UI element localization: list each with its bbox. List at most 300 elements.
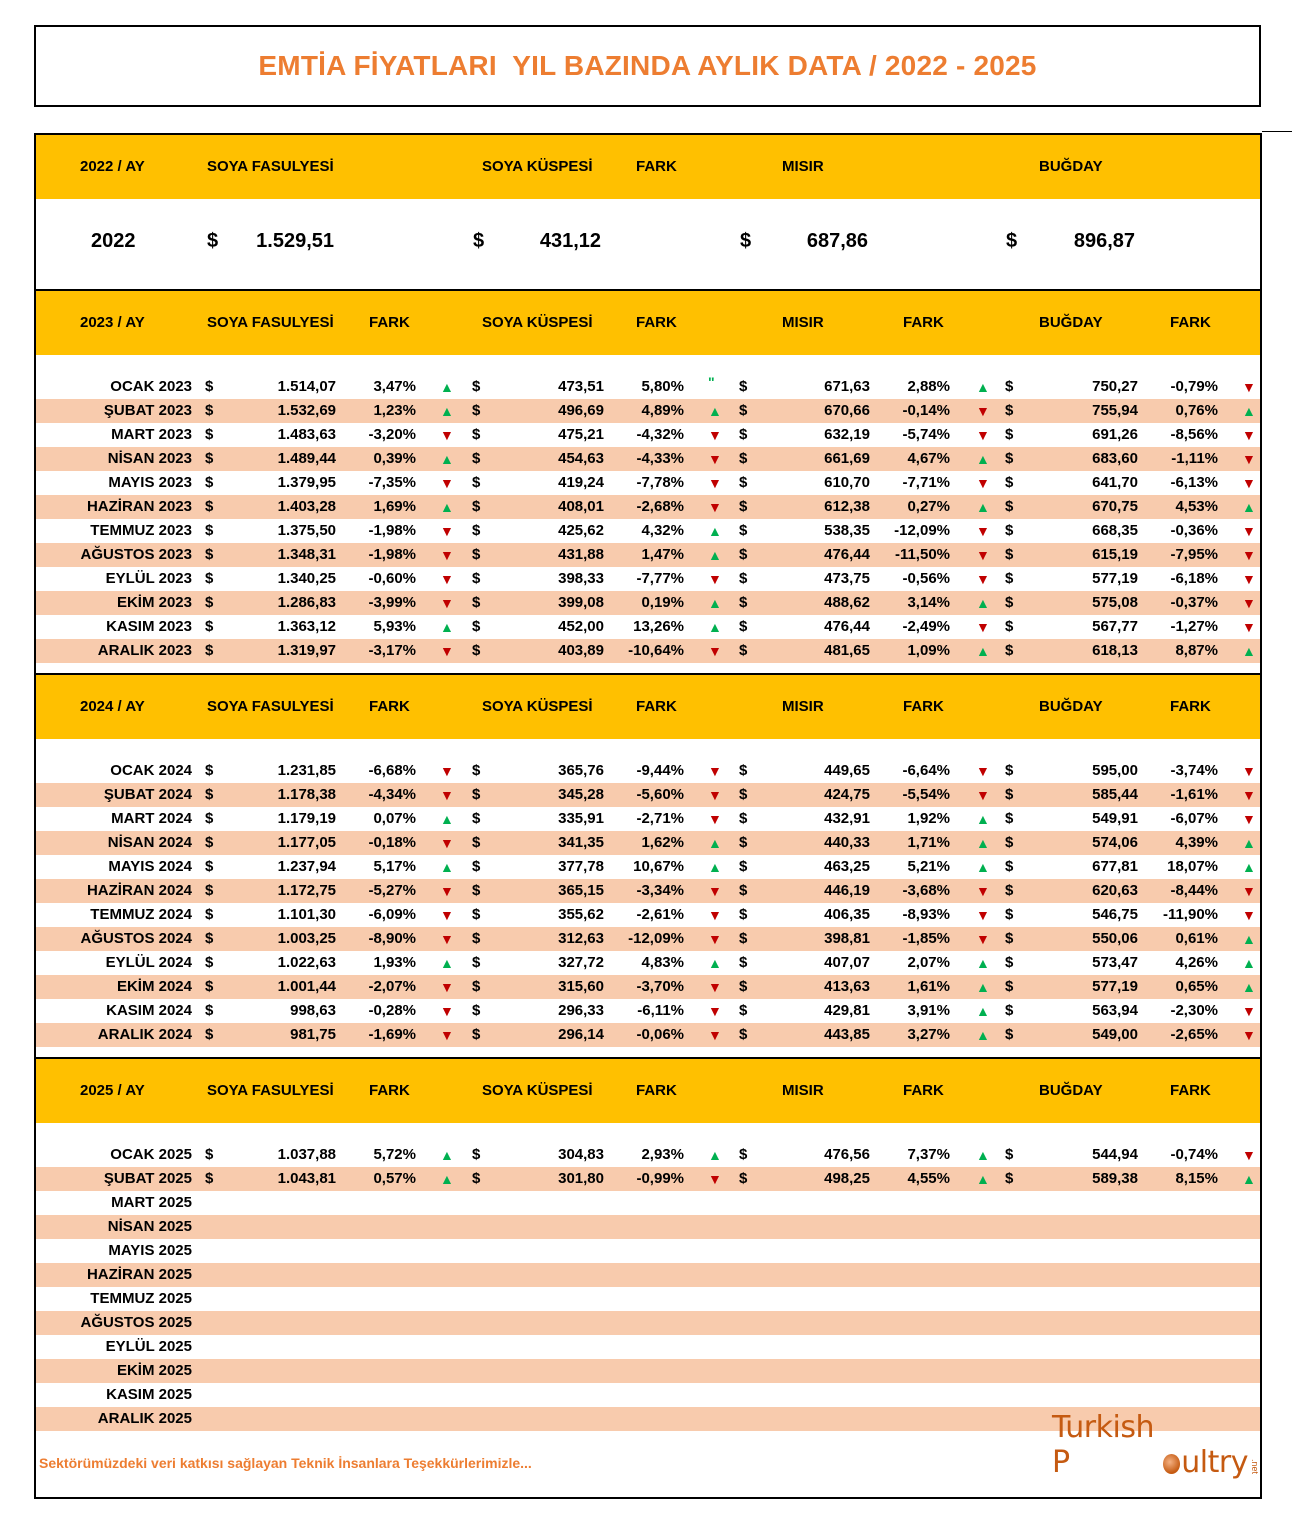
misir-change: 3,27% xyxy=(907,1026,950,1043)
arrow-up-icon: ▲ xyxy=(708,595,722,611)
arrow-up-icon: ▲ xyxy=(1242,499,1256,515)
arrow-down-icon: ▼ xyxy=(1242,1003,1256,1019)
bugday-change: 4,26% xyxy=(1175,954,1218,971)
arrow-up-icon: ▲ xyxy=(1242,859,1256,875)
col-kuspe: SOYA KÜSPESİ xyxy=(482,1082,593,1099)
soya-price: 1.340,25 xyxy=(277,570,336,587)
currency: $ xyxy=(739,906,748,923)
col-misir: MISIR xyxy=(782,698,824,715)
misir-price: 424,75 xyxy=(824,786,870,803)
arrow-down-icon: ▼ xyxy=(440,595,454,611)
col-bugday: BUĞDAY xyxy=(1039,1082,1103,1099)
arrow-up-icon: ▲ xyxy=(440,379,454,395)
bugday-price: 574,06 xyxy=(1092,834,1138,851)
misir-price: 440,33 xyxy=(824,834,870,851)
arrow-down-icon: ▼ xyxy=(440,571,454,587)
month-label: MAYIS 2024 xyxy=(108,858,192,875)
currency: $ xyxy=(205,1146,214,1163)
bugday-change: -11,90% xyxy=(1162,906,1218,923)
currency: $ xyxy=(205,954,214,971)
title-box xyxy=(34,25,1261,107)
currency: $ xyxy=(1005,810,1014,827)
soya-price: 1.177,05 xyxy=(277,834,336,851)
arrow-down-icon: ▼ xyxy=(1242,547,1256,563)
bugday-change: -7,95% xyxy=(1170,546,1218,563)
arrow-down-icon: ▼ xyxy=(440,475,454,491)
currency: $ xyxy=(205,1002,214,1019)
arrow-up-icon: ▲ xyxy=(1242,643,1256,659)
soya-price: 1.379,95 xyxy=(277,474,336,491)
kuspe-change: -0,99% xyxy=(636,1170,684,1187)
egg-icon xyxy=(1163,1454,1180,1474)
currency: $ xyxy=(205,426,214,443)
misir-change: -1,85% xyxy=(902,930,950,947)
month-label: NİSAN 2025 xyxy=(107,1218,192,1235)
currency: $ xyxy=(472,426,481,443)
arrow-down-icon: ▼ xyxy=(976,883,990,899)
arrow-up-icon: ▲ xyxy=(976,811,990,827)
arrow-up-icon: ▲ xyxy=(440,619,454,635)
month-label: OCAK 2024 xyxy=(110,762,192,779)
soya-price: 1.172,75 xyxy=(277,882,336,899)
arrow-up-icon: ▲ xyxy=(976,499,990,515)
currency: $ xyxy=(1005,594,1014,611)
kuspe-price: 296,33 xyxy=(558,1002,604,1019)
kuspe-price: 408,01 xyxy=(558,498,604,515)
arrow-down-icon: ▼ xyxy=(1242,1027,1256,1043)
kuspe-change: -2,71% xyxy=(636,810,684,827)
col-soya: SOYA FASULYESİ xyxy=(207,158,334,175)
misir-change: 2,07% xyxy=(907,954,950,971)
arrow-up-icon: ▲ xyxy=(440,1147,454,1163)
table-row xyxy=(36,447,1260,471)
kuspe-price: 399,08 xyxy=(558,594,604,611)
month-label: HAZİRAN 2023 xyxy=(86,498,192,515)
currency: $ xyxy=(472,522,481,539)
month-label: OCAK 2025 xyxy=(110,1146,192,1163)
misir-change: 3,91% xyxy=(907,1002,950,1019)
misir-price: 670,66 xyxy=(824,402,870,419)
arrow-up-icon: ▲ xyxy=(708,859,722,875)
currency: $ xyxy=(1005,834,1014,851)
kuspe-change: 13,26% xyxy=(633,618,684,635)
col-fark: FARK xyxy=(1170,314,1211,331)
arrow-down-icon: ▼ xyxy=(1242,379,1256,395)
arrow-up-icon: ▲ xyxy=(708,523,722,539)
currency: $ xyxy=(205,594,214,611)
bugday-price: 577,19 xyxy=(1092,570,1138,587)
currency: $ xyxy=(739,570,748,587)
kuspe-change: -3,34% xyxy=(636,882,684,899)
soya-price: 1.178,38 xyxy=(277,786,336,803)
soya-price: 1.483,63 xyxy=(277,426,336,443)
bugday-change: -6,18% xyxy=(1170,570,1218,587)
currency: $ xyxy=(472,642,481,659)
bugday-change: -3,74% xyxy=(1170,762,1218,779)
arrow-up-icon: ▲ xyxy=(976,955,990,971)
year-header: 2025 / AY xyxy=(80,1082,145,1099)
kuspe-price: 304,83 xyxy=(558,1146,604,1163)
bugday-change: -0,36% xyxy=(1170,522,1218,539)
currency: $ xyxy=(739,1026,748,1043)
table-row xyxy=(36,1335,1260,1359)
bugday-change: -1,61% xyxy=(1170,786,1218,803)
currency: $ xyxy=(739,642,748,659)
misir-change: 0,27% xyxy=(907,498,950,515)
kuspe-price: 312,63 xyxy=(558,930,604,947)
arrow-up-icon: ▲ xyxy=(1242,979,1256,995)
arrow-up-icon: ▲ xyxy=(708,835,722,851)
arrow-up-icon: ▲ xyxy=(976,643,990,659)
kuspe-price: 473,51 xyxy=(558,378,604,395)
arrow-down-icon: ▼ xyxy=(976,523,990,539)
commodity-table xyxy=(34,133,1262,1499)
arrow-down-icon: ▼ xyxy=(708,979,722,995)
arrow-down-icon: ▼ xyxy=(1242,523,1256,539)
kuspe-change: 4,89% xyxy=(641,402,684,419)
kuspe-price: 327,72 xyxy=(558,954,604,971)
arrow-down-icon: ▼ xyxy=(976,427,990,443)
arrow-up-icon: ▲ xyxy=(708,619,722,635)
arrow-up-icon: ▲ xyxy=(976,1171,990,1187)
soya-change: 1,23% xyxy=(373,402,416,419)
currency: $ xyxy=(205,642,214,659)
arrow-up-icon: ▲ xyxy=(976,835,990,851)
bugday-change: -1,11% xyxy=(1171,450,1218,467)
currency: $ xyxy=(739,930,748,947)
soya-price: 1.514,07 xyxy=(277,378,336,395)
arrow-up-icon: ▲ xyxy=(440,403,454,419)
bugday-price: 550,06 xyxy=(1092,930,1138,947)
month-label: NİSAN 2024 xyxy=(107,834,192,851)
header-2022 xyxy=(36,135,1260,199)
misir-change: 1,71% xyxy=(907,834,950,851)
soya-change: 0,57% xyxy=(373,1170,416,1187)
arrow-down-icon: ▼ xyxy=(440,979,454,995)
table-row xyxy=(36,1263,1260,1287)
arrow-up-icon: ▲ xyxy=(976,979,990,995)
soya-change: -6,09% xyxy=(368,906,416,923)
arrow-up-icon: ▲ xyxy=(976,859,990,875)
currency: $ xyxy=(472,1026,481,1043)
table-row xyxy=(36,927,1260,951)
table-row xyxy=(36,591,1260,615)
arrow-up-icon: ▲ xyxy=(440,451,454,467)
currency: $ xyxy=(1005,498,1014,515)
currency: $ xyxy=(472,618,481,635)
arrow-down-icon: ▼ xyxy=(440,907,454,923)
table-row xyxy=(36,1167,1260,1191)
soya-price: 1.001,44 xyxy=(277,978,336,995)
bugday-price: 544,94 xyxy=(1092,1146,1138,1163)
arrow-down-icon: ▼ xyxy=(1242,451,1256,467)
col-fark: FARK xyxy=(636,698,677,715)
kuspe-change: -2,68% xyxy=(636,498,684,515)
month-label: KASIM 2025 xyxy=(106,1386,192,1403)
arrow-up-icon: ▲ xyxy=(440,955,454,971)
bugday-change: -6,07% xyxy=(1170,810,1218,827)
turkish-poultry-logo: Turkish P ultry .net xyxy=(1052,1410,1260,1480)
currency: $ xyxy=(1005,1146,1014,1163)
currency: $ xyxy=(1005,570,1014,587)
arrow-up-icon: ▲ xyxy=(440,859,454,875)
kuspe-price: 296,14 xyxy=(558,1026,604,1043)
month-label: ARALIK 2024 xyxy=(97,1026,192,1043)
currency: $ xyxy=(739,762,748,779)
table-row xyxy=(36,1023,1260,1047)
currency: $ xyxy=(739,594,748,611)
misir-price: 671,63 xyxy=(824,378,870,395)
currency: $ xyxy=(472,570,481,587)
table-row xyxy=(36,759,1260,783)
misir-change: -5,54% xyxy=(902,786,950,803)
currency: $ xyxy=(472,954,481,971)
currency: $ xyxy=(205,402,214,419)
arrow-up-icon: ▲ xyxy=(1242,835,1256,851)
header-y2023 xyxy=(36,291,1260,355)
col-misir: MISIR xyxy=(782,314,824,331)
table-row xyxy=(36,615,1260,639)
kuspe-change: 0,19% xyxy=(641,594,684,611)
currency: $ xyxy=(1005,522,1014,539)
currency: $ xyxy=(1006,230,1018,252)
arrow-up-icon: ▲ xyxy=(708,955,722,971)
arrow-up-icon: ▲ xyxy=(440,499,454,515)
arrow-down-icon: ▼ xyxy=(708,499,722,515)
table-row xyxy=(36,1239,1260,1263)
currency: $ xyxy=(205,858,214,875)
kuspe-change: 1,47% xyxy=(641,546,684,563)
currency: $ xyxy=(472,498,481,515)
bugday-price: 618,13 xyxy=(1092,642,1138,659)
currency: $ xyxy=(739,834,748,851)
bugday-price: 563,94 xyxy=(1092,1002,1138,1019)
misir-price: 610,70 xyxy=(824,474,870,491)
table-row xyxy=(36,375,1260,399)
currency: $ xyxy=(205,930,214,947)
misir-change: -6,64% xyxy=(902,762,950,779)
bugday-change: -1,27% xyxy=(1170,618,1218,635)
soya-change: 1,93% xyxy=(373,954,416,971)
currency: $ xyxy=(472,786,481,803)
arrow-down-icon: ▼ xyxy=(1242,475,1256,491)
kuspe-change: -3,70% xyxy=(636,978,684,995)
arrow-up-icon: ▲ xyxy=(440,1171,454,1187)
table-row xyxy=(36,1191,1260,1215)
currency: $ xyxy=(205,1026,214,1043)
bugday-price: 595,00 xyxy=(1092,762,1138,779)
soya-change: 5,93% xyxy=(373,618,416,635)
month-label: TEMMUZ 2024 xyxy=(90,906,192,923)
currency: $ xyxy=(1005,378,1014,395)
currency: $ xyxy=(472,594,481,611)
bugday-change: -2,30% xyxy=(1170,1002,1218,1019)
misir-price: 488,62 xyxy=(824,594,870,611)
col-kuspe: SOYA KÜSPESİ xyxy=(482,698,593,715)
soya-price: 1.022,63 xyxy=(277,954,336,971)
col-misir: MISIR xyxy=(782,158,824,175)
soya-change: 3,47% xyxy=(373,378,416,395)
month-label: AĞUSTOS 2025 xyxy=(80,1314,192,1331)
kuspe-price: 355,62 xyxy=(558,906,604,923)
arrow-up-icon: ▲ xyxy=(708,1147,722,1163)
month-label: MART 2023 xyxy=(111,426,192,443)
arrow-down-icon: ▼ xyxy=(1242,811,1256,827)
soya-price: 1.037,88 xyxy=(277,1146,336,1163)
month-label: TEMMUZ 2023 xyxy=(90,522,192,539)
kuspe-price: 301,80 xyxy=(558,1170,604,1187)
bugday-price: 620,63 xyxy=(1092,882,1138,899)
soya-price: 1.237,94 xyxy=(277,858,336,875)
bugday-price: 683,60 xyxy=(1092,450,1138,467)
arrow-down-icon: ▼ xyxy=(976,787,990,803)
currency: $ xyxy=(1005,546,1014,563)
currency: $ xyxy=(1005,930,1014,947)
kuspe-price: 475,21 xyxy=(558,426,604,443)
bugday-change: 4,53% xyxy=(1175,498,1218,515)
month-label: KASIM 2024 xyxy=(106,1002,192,1019)
currency: $ xyxy=(1005,906,1014,923)
arrow-down-icon: ▼ xyxy=(976,931,990,947)
arrow-down-icon: ▼ xyxy=(1242,427,1256,443)
bugday-change: 0,65% xyxy=(1175,978,1218,995)
table-row xyxy=(36,807,1260,831)
month-label: ARALIK 2023 xyxy=(97,642,192,659)
currency: $ xyxy=(739,978,748,995)
currency: $ xyxy=(205,522,214,539)
currency: $ xyxy=(1005,858,1014,875)
bugday-change: 8,15% xyxy=(1175,1170,1218,1187)
soya-change: -6,68% xyxy=(368,762,416,779)
currency: $ xyxy=(739,1146,748,1163)
month-label: MART 2025 xyxy=(111,1194,192,1211)
currency: $ xyxy=(205,978,214,995)
month-label: ŞUBAT 2023 xyxy=(103,402,192,419)
arrow-down-icon: ▼ xyxy=(708,763,722,779)
month-label: ŞUBAT 2024 xyxy=(103,786,192,803)
currency: $ xyxy=(739,426,748,443)
arrow-down-icon: ▼ xyxy=(708,1003,722,1019)
bugday-price: 567,77 xyxy=(1092,618,1138,635)
kuspe-price: 365,15 xyxy=(558,882,604,899)
col-fark: FARK xyxy=(369,1082,410,1099)
month-label: MAYIS 2023 xyxy=(108,474,192,491)
bugday-change: -0,37% xyxy=(1170,594,1218,611)
misir-change: -12,09% xyxy=(894,522,950,539)
kuspe-price: 365,76 xyxy=(558,762,604,779)
arrow-down-icon: ▼ xyxy=(708,643,722,659)
table-row xyxy=(36,567,1260,591)
col-kuspe: SOYA KÜSPESİ xyxy=(482,314,593,331)
arrow-down-icon: ▼ xyxy=(976,475,990,491)
table-row xyxy=(36,1143,1260,1167)
currency: $ xyxy=(205,498,214,515)
arrow-down-icon: ▼ xyxy=(440,931,454,947)
month-label: MART 2024 xyxy=(111,810,192,827)
currency: $ xyxy=(205,786,214,803)
kuspe-price: 452,00 xyxy=(558,618,604,635)
misir-price: 476,56 xyxy=(824,1146,870,1163)
misir-price: 432,91 xyxy=(824,810,870,827)
kuspe-change: -12,09% xyxy=(628,930,684,947)
soya-change: -7,35% xyxy=(368,474,416,491)
misir-change: 5,21% xyxy=(907,858,950,875)
currency: $ xyxy=(1005,402,1014,419)
month-label: KASIM 2023 xyxy=(106,618,192,635)
misir-price: 538,35 xyxy=(824,522,870,539)
currency: $ xyxy=(739,450,748,467)
arrow-down-icon: ▼ xyxy=(708,475,722,491)
currency: $ xyxy=(739,1170,748,1187)
misir-change: -0,56% xyxy=(902,570,950,587)
misir-change: -11,50% xyxy=(894,546,950,563)
arrow-up-icon: ▲ xyxy=(1242,1171,1256,1187)
currency: $ xyxy=(739,882,748,899)
arrow-up-icon: ▲ xyxy=(1242,403,1256,419)
month-label: TEMMUZ 2025 xyxy=(90,1290,192,1307)
currency: $ xyxy=(472,762,481,779)
kuspe-price: 403,89 xyxy=(558,642,604,659)
bugday-change: -6,13% xyxy=(1170,474,1218,491)
month-label: EKİM 2023 xyxy=(116,594,192,611)
arrow-down-icon: ▼ xyxy=(708,907,722,923)
soya-change: -1,98% xyxy=(368,522,416,539)
col-fark: FARK xyxy=(903,314,944,331)
kuspe-price: 335,91 xyxy=(558,810,604,827)
misir-change: 2,88% xyxy=(907,378,950,395)
month-label: AĞUSTOS 2023 xyxy=(80,546,192,563)
kuspe-change: 4,83% xyxy=(641,954,684,971)
kuspe-change: 1,62% xyxy=(641,834,684,851)
currency: $ xyxy=(472,450,481,467)
arrow-down-icon: ▼ xyxy=(976,619,990,635)
bugday-change: -0,79% xyxy=(1170,378,1218,395)
soya-price: 1.003,25 xyxy=(277,930,336,947)
bugday-price: 546,75 xyxy=(1092,906,1138,923)
misir-price: 398,81 xyxy=(824,930,870,947)
page-title: EMTİA FİYATLARI YIL BAZINDA AYLIK DATA / 2022 - 2025 xyxy=(258,50,1037,81)
kuspe-price: 315,60 xyxy=(558,978,604,995)
arrow-down-icon: ▼ xyxy=(708,427,722,443)
arrow-down-icon: ▼ xyxy=(440,523,454,539)
currency: $ xyxy=(1005,954,1014,971)
bugday-change: -2,65% xyxy=(1170,1026,1218,1043)
bugday-price: 677,81 xyxy=(1092,858,1138,875)
misir-change: 3,14% xyxy=(907,594,950,611)
arrow-up-icon: ▲ xyxy=(440,811,454,827)
bugday-change: 18,07% xyxy=(1167,858,1218,875)
misir-price: 481,65 xyxy=(824,642,870,659)
arrow-down-icon: ▼ xyxy=(708,1171,722,1187)
kuspe-price: 496,69 xyxy=(558,402,604,419)
currency: $ xyxy=(205,474,214,491)
bugday-price: 549,00 xyxy=(1092,1026,1138,1043)
currency: $ xyxy=(1005,1002,1014,1019)
table-row xyxy=(36,471,1260,495)
kuspe-price: 419,24 xyxy=(558,474,604,491)
soya-change: 0,07% xyxy=(373,810,416,827)
currency: $ xyxy=(739,786,748,803)
soya-price: 1.375,50 xyxy=(277,522,336,539)
table-row xyxy=(36,999,1260,1023)
year-label: 2022 xyxy=(91,230,136,252)
currency: $ xyxy=(472,978,481,995)
kuspe-price: 431,88 xyxy=(558,546,604,563)
month-label: HAZİRAN 2024 xyxy=(86,882,192,899)
currency: $ xyxy=(472,402,481,419)
misir-price: 612,38 xyxy=(824,498,870,515)
arrow-up-icon: ▲ xyxy=(1242,955,1256,971)
